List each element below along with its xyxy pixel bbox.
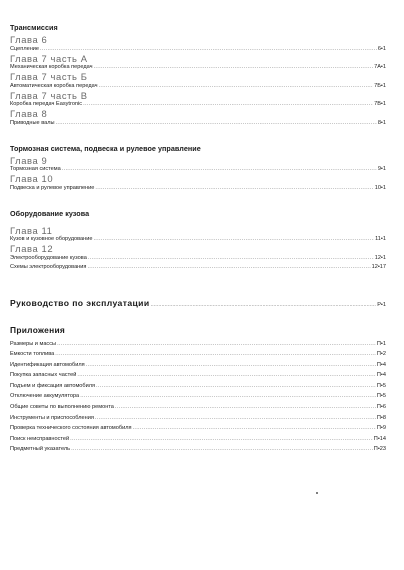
entry-label: Проверка технического состояния автомобиля [10,425,132,432]
leader-dots [55,349,376,360]
entry-label: Покупка запасных частей [10,372,77,379]
leader-dots [71,444,373,455]
entry-page: П•9 [376,425,386,432]
entry-page: 12•1 [374,254,386,261]
chapter-heading: Глава 7 часть А [10,52,88,64]
toc-entry[interactable] [10,360,386,371]
entry-page: П•4 [376,361,386,368]
toc-entry-manual[interactable] [10,298,386,311]
leader-dots [115,402,376,413]
toc-entry[interactable] [10,434,386,445]
leader-dots [98,82,373,91]
entry-page: П•5 [376,382,386,389]
entry-page: 11•1 [375,236,386,242]
toc-entry[interactable] [10,381,386,392]
toc-entry[interactable] [10,423,386,434]
entry-label: Поиск неисправностей [10,435,70,442]
entry-label: Тормозная система [10,166,61,172]
section-body-equipment [10,209,386,272]
chapter-heading: Глава 7 часть Б [10,71,88,82]
entry-page: П•4 [376,372,386,379]
toc-entry[interactable] [10,263,386,272]
section-title: Оборудование кузова [10,208,90,218]
section-brakes-suspension [10,144,386,193]
section-title: Трансмиссия [10,23,58,32]
chapter-heading: Глава 6 [10,34,48,45]
toc-entry[interactable] [10,254,386,263]
entry-label: Общие советы по выполнению ремонта [10,404,114,411]
entry-page: П•23 [373,446,386,453]
toc-entry[interactable] [10,349,386,360]
leader-dots [94,63,374,72]
leader-dots [87,263,370,272]
toc-entry[interactable] [10,165,386,174]
toc-entry[interactable] [10,184,386,193]
leader-dots [95,413,376,424]
section-title: Тормозная система, подвеска и рулевое управление [10,143,201,153]
toc-entry[interactable] [10,402,386,413]
toc-entry[interactable] [10,119,386,128]
entry-page: 10•1 [374,184,386,191]
leader-dots [96,381,376,392]
toc-entry[interactable] [10,391,386,402]
leader-dots [132,423,375,434]
toc-entry[interactable] [10,339,386,350]
entry-page: П•1 [376,340,386,347]
chapter-heading: Глава 7 часть В [10,89,88,101]
entry-page: П•5 [376,393,386,400]
leader-dots [86,360,376,371]
section-transmission [10,23,386,128]
section-appendix [10,325,386,456]
entry-label: Схемы электрооборудования [10,263,87,270]
leader-dots [83,100,373,109]
entry-label: Автоматическая коробка передач [10,82,98,89]
entry-page: П•14 [373,435,386,442]
entry-label: Механическая коробка передач [10,64,93,70]
leader-dots [40,45,377,54]
leader-dots [70,434,373,445]
chapter-heading: Глава 9 [10,154,48,166]
entry-page: 6•1 [377,45,386,52]
entry-label: Размеры и массы [10,340,57,347]
entry-label: Приводные валы [10,119,55,126]
leader-dots [80,391,376,402]
chapter-heading: Глава 12 [10,243,54,254]
entry-label: Кузов и кузовное оборудование [10,236,93,242]
toc-entry[interactable] [10,444,386,455]
entry-label: Предметный указатель [10,446,71,453]
appendix-title: Приложения [10,324,66,335]
entry-label: Подъем и фиксация автомобиля [10,382,96,389]
entry-label: Инструменты и приспособления [10,414,94,421]
toc-entry[interactable] [10,100,386,109]
entry-page: П•6 [376,404,386,411]
leader-dots [151,300,377,311]
entry-label: Сцепление [10,45,40,52]
entry-page: 9•1 [377,166,386,172]
entry-page: 12•17 [371,263,386,270]
chapter-heading: Глава 11 [10,224,53,236]
entry-page: 8•1 [377,119,386,126]
entry-label: Емкости топлива [10,351,55,358]
entry-label: Коробка передач Easytronic [10,101,83,107]
entry-page: П•2 [376,351,386,358]
toc-entry[interactable] [10,235,386,244]
entry-label: Подвеска и рулевое управление [10,184,95,191]
toc-entry[interactable] [10,370,386,381]
chapter-heading: Глава 10 [10,173,54,184]
print-speck [316,492,318,494]
entry-label: Идентификация автомобиля [10,361,85,368]
chapter-heading: Глава 8 [10,108,48,119]
entry-label: Отключение аккумулятора [10,393,80,400]
entry-page: 7В•1 [374,101,386,107]
leader-dots [88,254,374,263]
manual-page: Р•1 [377,301,386,308]
leader-dots [57,339,376,350]
leader-dots [77,370,376,381]
toc-entry[interactable] [10,413,386,424]
entry-page: 7Б•1 [374,82,386,89]
entry-page: 7А•1 [374,64,386,70]
table-of-contents [10,23,386,455]
leader-dots [93,235,374,244]
leader-dots [95,184,373,193]
entry-label: Электрооборудование кузова [10,254,87,261]
entry-page: П•8 [376,414,386,421]
leader-dots [62,165,377,174]
leader-dots [56,119,377,128]
manual-label: Руководство по эксплуатации [10,297,150,308]
